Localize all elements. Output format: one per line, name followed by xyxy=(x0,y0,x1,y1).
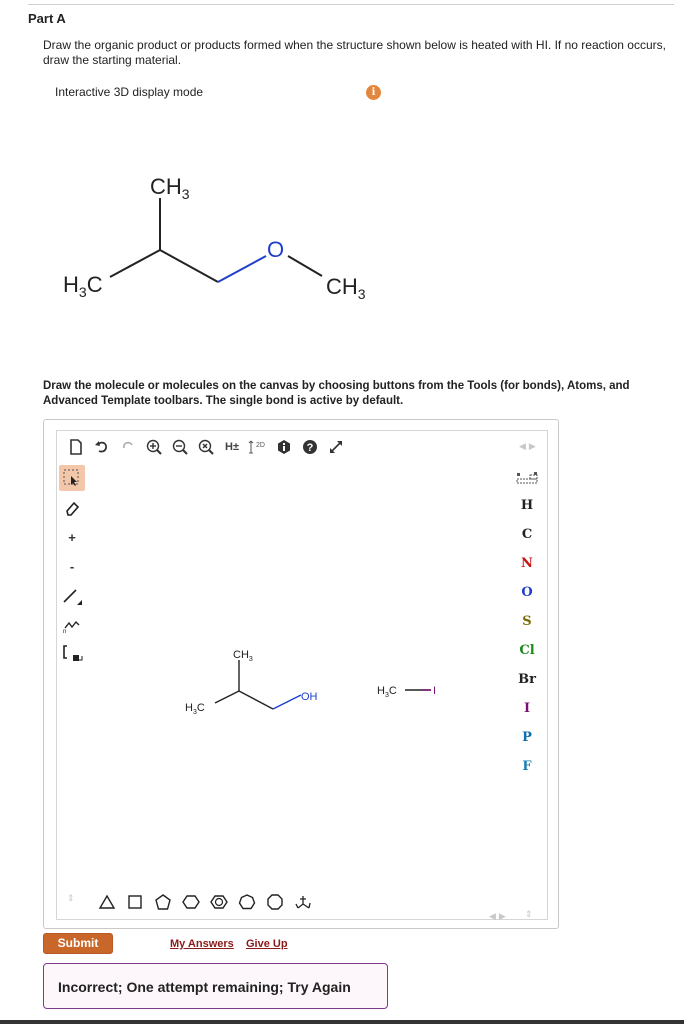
clean-2d-icon xyxy=(247,438,269,456)
fullscreen-button[interactable] xyxy=(323,434,349,460)
svg-text:?: ? xyxy=(306,442,314,454)
square-icon xyxy=(126,893,144,911)
drawing-instructions: Draw the molecule or molecules on the canvas by choosing buttons from the Tools (for bonds), Atoms, and Advanced Template toolbars. The single bond is active by default. xyxy=(43,380,630,407)
canvas-bond-ch2-oh xyxy=(273,695,301,709)
benzene-template[interactable] xyxy=(205,888,233,916)
starting-structure xyxy=(0,160,684,330)
new-document-icon xyxy=(69,439,83,455)
eraser-icon xyxy=(63,499,81,517)
canvas-iodine-label: I xyxy=(433,685,437,697)
canvas-iodide-h3c-label: $H_3C$ xyxy=(377,685,397,699)
zoom-in-icon xyxy=(145,438,163,456)
atom-p-button[interactable]: P xyxy=(522,730,532,745)
info-button[interactable] xyxy=(271,434,297,460)
minus-icon: - xyxy=(69,558,75,574)
negative-charge-button[interactable] xyxy=(59,553,85,579)
zoom-out-icon xyxy=(171,438,189,456)
molecule-editor xyxy=(43,419,559,929)
heptagon-icon xyxy=(238,893,256,911)
svg-text:2D: 2D xyxy=(256,442,265,449)
display-mode-label[interactable]: Interactive 3D display mode xyxy=(55,85,204,99)
top-toolbar-scroll-arrows[interactable]: ◀▶ xyxy=(519,441,539,451)
submit-button[interactable]: Submit xyxy=(43,933,113,954)
chain-tool-button[interactable] xyxy=(59,611,85,637)
question-text: Draw the organic product or products formed when the structure shown below is heated with HI. If no reaction occurs, draw the starting material. xyxy=(43,38,666,67)
atom-i-button[interactable]: I xyxy=(523,701,531,716)
atom-f-button[interactable]: F xyxy=(522,759,532,774)
bracket-tool-button[interactable] xyxy=(59,640,85,666)
cyclobutane-template[interactable] xyxy=(121,888,149,916)
chair-icon xyxy=(294,893,312,911)
template-toolbar xyxy=(57,885,547,919)
oxygen-label: O xyxy=(267,237,285,262)
atom-o-button[interactable]: O xyxy=(521,585,533,600)
chair-template[interactable] xyxy=(289,888,317,916)
bond-ch2 xyxy=(160,250,218,282)
triangle-icon xyxy=(98,893,116,911)
atom-br-button[interactable]: Br xyxy=(518,672,536,687)
undo-icon xyxy=(94,439,110,455)
single-bond-button[interactable] xyxy=(59,583,85,609)
pentagon-icon xyxy=(154,893,172,911)
canvas-bond-ch2 xyxy=(239,691,273,709)
editor-frame xyxy=(56,430,548,920)
atom-cl-button[interactable]: Cl xyxy=(519,643,535,658)
chain-icon xyxy=(62,614,82,634)
feedback-message: Incorrect; One attempt remaining; Try Again xyxy=(43,963,388,1009)
top-toolbar xyxy=(57,431,547,463)
bracket-icon xyxy=(61,642,83,664)
bond-o-ch3 xyxy=(288,256,322,276)
bond-left xyxy=(110,250,160,277)
periodic-table-icon xyxy=(516,471,538,485)
single-bond-icon xyxy=(61,585,83,607)
hydrogen-toggle-button[interactable] xyxy=(219,434,245,460)
ch3-top-label: $CH_3$ xyxy=(150,174,190,202)
redo-icon xyxy=(120,439,136,455)
select-tool-button[interactable] xyxy=(59,465,85,491)
hydrogen-toggle-label: H± xyxy=(225,441,239,453)
canvas-oh-label: OH xyxy=(301,691,318,703)
svg-text:n: n xyxy=(63,629,67,634)
bottom-bar xyxy=(0,1020,684,1024)
redo-button[interactable] xyxy=(115,434,141,460)
my-answers-link[interactable]: My Answers xyxy=(170,938,234,950)
periodic-table-button[interactable] xyxy=(507,465,547,491)
cyclopropane-template[interactable] xyxy=(93,888,121,916)
h3c-left-label: $H_3C$ xyxy=(63,272,103,300)
atoms-toolbar xyxy=(507,463,547,883)
atoms-toolbar-scroll-arrow[interactable]: ⇕ xyxy=(525,909,533,919)
positive-charge-button[interactable] xyxy=(59,524,85,550)
undo-button[interactable] xyxy=(89,434,115,460)
lasso-select-icon xyxy=(62,468,82,488)
clear-icon xyxy=(197,438,215,456)
help-icon xyxy=(302,439,318,455)
atom-c-button[interactable]: C xyxy=(521,527,533,542)
benzene-icon xyxy=(210,893,228,911)
top-divider xyxy=(28,4,674,5)
cyclopentane-template[interactable] xyxy=(149,888,177,916)
give-up-link[interactable]: Give Up xyxy=(246,938,288,950)
cyclohexane-template[interactable] xyxy=(177,888,205,916)
clear-button[interactable] xyxy=(193,434,219,460)
new-document-button[interactable] xyxy=(63,434,89,460)
part-title: Part A xyxy=(28,11,66,26)
cyclooctane-template[interactable] xyxy=(261,888,289,916)
info-icon[interactable]: i xyxy=(366,85,381,100)
expand-icon xyxy=(328,439,344,455)
info-hexagon-icon xyxy=(276,439,292,455)
ch3-right-label: $CH_3$ xyxy=(326,274,366,302)
zoom-out-button[interactable] xyxy=(167,434,193,460)
plus-icon: + xyxy=(68,529,76,545)
canvas-h3c-label: $H_3C$ xyxy=(185,702,205,716)
canvas-ch3-label: $CH_3$ xyxy=(233,649,253,663)
bond-ch2-o xyxy=(218,256,266,282)
atom-h-button[interactable]: H xyxy=(520,498,534,513)
template-toolbar-scroll-arrows[interactable]: ◀▶ xyxy=(489,911,509,921)
help-button[interactable] xyxy=(297,434,323,460)
eraser-tool-button[interactable] xyxy=(59,495,85,521)
canvas-bond-left xyxy=(215,691,239,703)
octagon-icon xyxy=(266,893,284,911)
drawing-canvas[interactable] xyxy=(87,463,507,887)
cycloheptane-template[interactable] xyxy=(233,888,261,916)
zoom-in-button[interactable] xyxy=(141,434,167,460)
tools-toolbar xyxy=(57,463,87,883)
atom-n-button[interactable]: N xyxy=(521,556,533,571)
clean-2d-button[interactable] xyxy=(245,434,271,460)
hexagon-icon xyxy=(182,893,200,911)
atom-s-button[interactable]: S xyxy=(522,614,532,629)
left-toolbar-scroll-arrow[interactable]: ⇕ xyxy=(67,893,75,903)
